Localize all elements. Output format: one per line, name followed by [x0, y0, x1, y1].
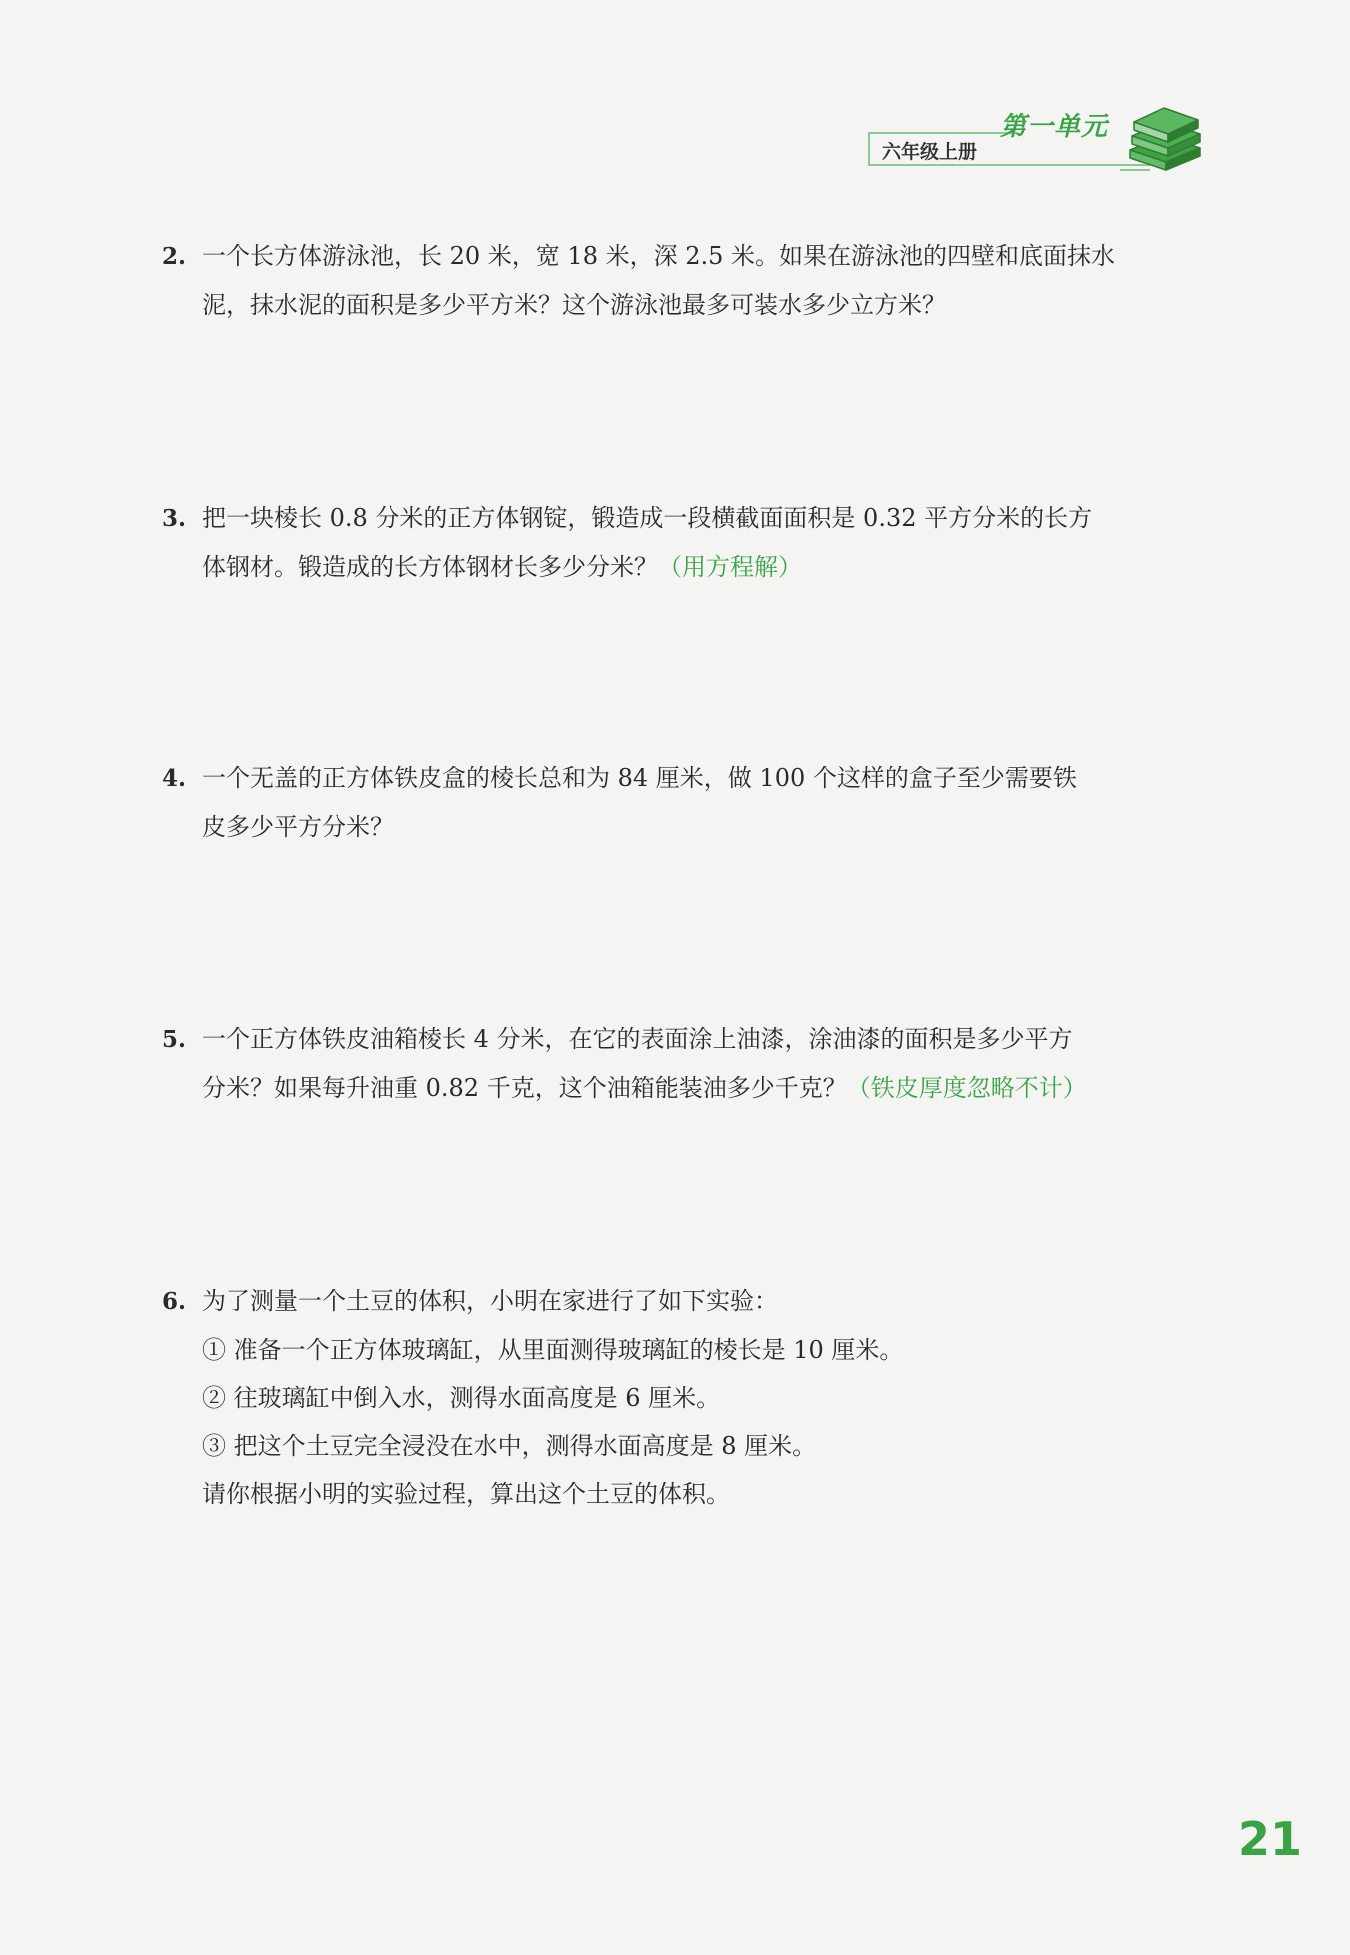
- question-text: 一个正方体铁皮油箱棱长 4 分米，在它的表面涂上油漆，涂油漆的面积是多少平方: [202, 1025, 1073, 1053]
- question-text: 把一块棱长 0.8 分米的正方体钢锭，锻造成一段横截面面积是 0.32 平方分米的长方: [202, 504, 1093, 532]
- experiment-step-3: ③ 把这个土豆完全浸没在水中，测得水面高度是 8 厘米。: [202, 1432, 817, 1460]
- question-number: 3.: [162, 505, 187, 532]
- question-line: [162, 543, 1207, 591]
- unit-header: [862, 96, 1202, 176]
- question-number: 6.: [162, 1288, 187, 1315]
- question-line: 请你根据小明的实验过程，算出这个土豆的体积。: [202, 1480, 730, 1508]
- question-line: [162, 754, 1207, 803]
- question-text: 一个长方体游泳池，长 20 米，宽 18 米，深 2.5 米。如果在游泳池的四壁和底面抹水: [202, 242, 1116, 270]
- question-text: 分米？如果每升油重 0.82 千克，这个油箱能装油多少千克？: [202, 1074, 847, 1102]
- experiment-step-2: ② 往玻璃缸中倒入水，测得水面高度是 6 厘米。: [202, 1384, 721, 1412]
- page-number: 21: [1238, 1812, 1303, 1866]
- question-number: 2.: [162, 243, 187, 270]
- unit-title: 第一单元: [1000, 112, 1109, 142]
- experiment-step-1: ① 准备一个正方体玻璃缸，从里面测得玻璃缸的棱长是 10 厘米。: [202, 1336, 904, 1364]
- question-line: [162, 1277, 1207, 1326]
- question-2: [162, 232, 1207, 329]
- question-line: 泥，抹水泥的面积是多少平方米？这个游泳池最多可装水多少立方米？: [202, 291, 946, 319]
- question-text: 为了测量一个土豆的体积，小明在家进行了如下实验：: [202, 1287, 778, 1315]
- grade-label: 六年级上册: [882, 141, 978, 163]
- question-text: 一个无盖的正方体铁皮盒的棱长总和为 84 厘米，做 100 个这样的盒子至少需要铁: [202, 764, 1077, 792]
- question-line: [162, 232, 1207, 281]
- question-6: [162, 1277, 1207, 1518]
- question-line: [162, 494, 1207, 543]
- question-3: [162, 494, 1207, 591]
- question-number: 5.: [162, 1026, 187, 1053]
- method-note: （用方程解）: [658, 553, 802, 581]
- question-number: 4.: [162, 765, 187, 792]
- note-text: （铁皮厚度忽略不计）: [846, 1074, 1087, 1102]
- question-4: [162, 754, 1207, 851]
- question-line: 皮多少平方分米？: [202, 813, 394, 841]
- question-line: [162, 1064, 1207, 1112]
- question-5: [162, 1015, 1207, 1112]
- question-line: [162, 1015, 1207, 1064]
- question-text: 体钢材。锻造成的长方体钢材长多少分米？: [202, 553, 658, 581]
- books-icon: [1120, 100, 1206, 172]
